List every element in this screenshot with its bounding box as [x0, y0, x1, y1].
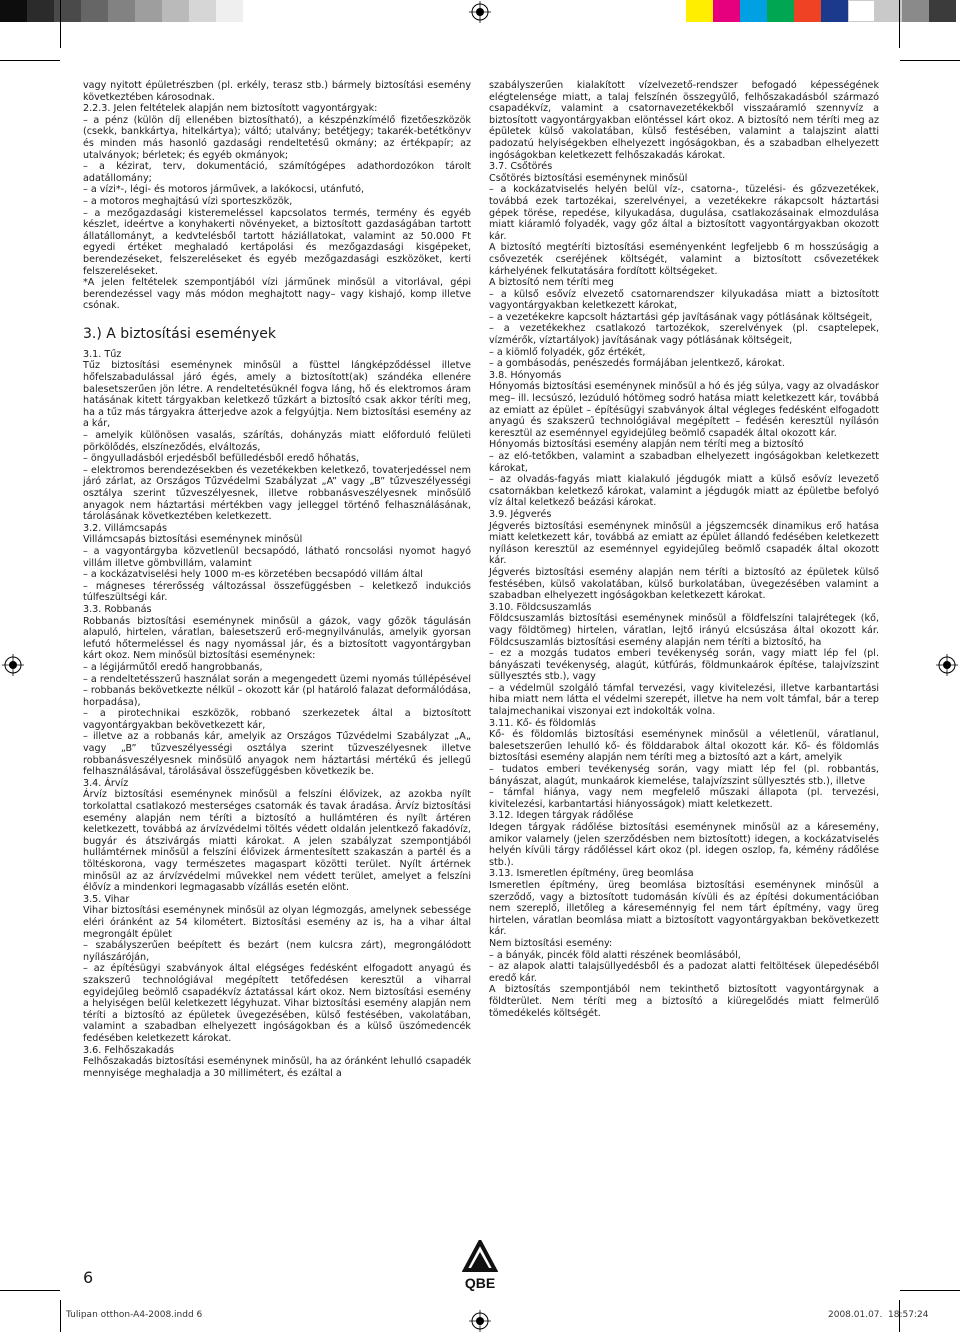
list-item: – az eló-tetőkben, valamint a szabadban elhelyezett ingóságokban keletkezett károkat,	[489, 451, 879, 474]
qbe-logo-icon	[462, 1240, 498, 1294]
paragraph: vagy nyitott épületrészben (pl. erkély, terasz stb.) bármely biztosítási esemény következtében károsodnak.	[83, 80, 471, 103]
registration-mark-icon	[2, 654, 24, 676]
crop-mark	[900, 1290, 960, 1291]
color-swatch	[902, 0, 929, 22]
paragraph: Jégverés biztosítási esemény alapján nem téríti a biztosító az épületek külső festésében, külső vakolatában, külső burkolatában, üvegezésében valamint a szabadban elhelyezett ingóságokban keletkezett károkat.	[489, 566, 879, 602]
color-swatch	[767, 0, 794, 22]
crop-mark	[60, 0, 61, 48]
color-swatch	[875, 0, 902, 22]
color-swatch	[108, 0, 135, 22]
paragraph: Kő- és földomlás biztosítási eseménynek minősül a véletlenül, váratlanul, balesetszerűen lehulló kő- és földdarabok által okozott kár. Kő- és földomlás biztosítási esemény alapján nem téríti meg a biztosító azt a kárt, amelyik	[489, 729, 879, 764]
list-item: – a gombásodás, penészedés formájában jelentkező, károkat.	[489, 358, 785, 370]
left-text-column	[83, 80, 471, 1079]
paragraph: A biztosítás szempontjából nem tekinthető biztosított vagyontárgynak a földterület. Nem téríti meg a biztosító a kiüregelődés miatt felmerülő tömedékelés költségét.	[489, 984, 879, 1019]
paragraph: Idegen tárgyak rádőlése biztosítási eseménynek minősül az a káresemény, amikor valamely (jelen szerződésben nem biztosított) idegen, a kockázatviselés helyén kívüli tárgy rádőléssel kárt okoz (pl. idegen oszlop, fa, kémény rádőlése stb.).	[489, 822, 879, 868]
list-item: – a bányák, pincék föld alatti részének beomlásából,	[489, 949, 741, 961]
color-swatch	[686, 0, 713, 22]
paragraph: Felhőszakadás biztosítási eseménynek minősül, ha az óránként lehulló csapadék mennyisége meghaladja a 30 millimétert, és ezáltal a	[83, 1056, 471, 1079]
color-swatch	[821, 0, 848, 22]
crop-mark	[0, 1290, 60, 1291]
paragraph: Nem biztosítási esemény:	[489, 937, 613, 949]
paragraph: Csőtörés biztosítási eseménynek minősül	[489, 172, 688, 184]
paragraph: Ismeretlen építmény, üreg beomlása biztosítási eseménynek minősül a szerződő, vagy a biztosított tudomásán kívüli és az építési dokumentációban nem szereplő, illetőleg a káreseménnyig fel nem tárt építmény, vagy üreg hirtelen, váratlan beomlása miatt a biztosított vagyontárgyakban bekövetkezett kár.	[489, 879, 879, 938]
paragraph: szabályszerűen kialakított vízelvezető-rendszer befogadó képességének elégtelensége miatt, a talaj felszínén összegyűlő, felhőszakadásból származó csapadékvíz, valamint a csatornavezetékekből visszaáramló szennyvíz a biztosított vagyontárgyakban elöntéssel kárt okoz. A biztosító nem téríti meg az épületek külső vakolatában, külső festésében, valamint a talajszint alatti padozatú helyiségekben elhelyezett ingóságokban, és a szabadban elhelyezett ingóságokban keletkezett felhőszakadás károkat.	[489, 80, 879, 161]
grayscale-color-bar	[0, 0, 243, 22]
subheading: 3.9. Jégverés	[489, 508, 552, 520]
subheading: 3.11. Kő- és földomlás	[489, 717, 596, 729]
color-swatch	[848, 0, 875, 22]
list-item: – a védelmül szolgáló támfal tervezési, vagy kivitelezési, illetve karbantartási hiba miatt nem látta el védelmi szerepét, illetve ha nem volt támfal, bár a terep talajmechanikai viszonyai ezt indokolták volna.	[489, 682, 879, 718]
paragraph: Jégverés biztosítási eseménynek minősül a jégszemcsék dinamikus erő hatása miatt keletkezett kár, továbbá az emiatt az épület állandó fedésében keletkezett nyíláson keresztül az eseménnyel egyidejűleg beömlő csapadék által okozott kár.	[489, 520, 879, 567]
registration-mark-icon	[469, 1, 491, 23]
registration-mark-icon	[469, 1310, 491, 1332]
cmyk-color-bar	[686, 0, 956, 22]
color-swatch	[135, 0, 162, 22]
page-number: 6	[83, 1268, 94, 1287]
subheading: 3.13. Ismeretlen építmény, üreg beomlása	[489, 868, 694, 880]
list-item: – a vezetékekhez csatlakozó tartozékok, szerelvények (pl. csaptelepek, vízmérők, víztartályok) javításának vagy pótlásának költségeit,	[489, 323, 879, 347]
footer-date: 2008.01.07.	[828, 1310, 883, 1320]
crop-mark	[0, 60, 60, 61]
subheading: 3.4. Árvíz	[83, 777, 129, 789]
list-item: – a vezetékekre kapcsolt háztartási gép javításának vagy pótlásának költségeit,	[489, 311, 873, 323]
footer-file-info: Tulipan otthon-A4-2008.indd 6	[66, 1310, 203, 1320]
list-item: – amelyik különösen vasalás, szárítás, dohányzás miatt előforduló felületi pörkölődés, elszíneződés, elváltozás,	[83, 430, 471, 453]
paragraph: A biztosító megtéríti biztosítási eseményenként legfeljebb 6 m hosszúságig a csővezeték cseréjének költségét, valamint a biztosított csővezetékek kárhelyének felkutatására fordított költségeket.	[489, 242, 879, 277]
paragraph: Árvíz biztosítási eseménynek minősül a felszíni élővizek, az azokba nyílt torkolattal csatlakozó mesterséges csatornák és tavak áradása. Árvíz biztosítási esemény alapján nem téríti a biztosító a hullámtéren és nyílt ártéren keletkezett, továbbá az árvízvédelmi töltés védett oldalán jelentkező fakadóvíz, bugyár és átszivárgás miatti károkat. A jelen szabályzat szempontjából hullámtérnek minősül a felszíni élővizek ármentesített szakaszán a partél és a töltéskorona, vagy természetes magaspart közötti terület. Nyílt ártérnek minősül az az árvízvédelmi művekkel nem védett terület, amelyet a felszíni élővíz a mindenkori legmagasabb vízállás esetén elönt.	[83, 789, 471, 894]
subheading: 3.6. Felhőszakadás	[83, 1044, 175, 1056]
color-swatch	[216, 0, 243, 22]
subheading: 3.3. Robbanás	[83, 603, 152, 615]
list-item: – öngyulladásból erjedésből befülledésből eredő hőhatás,	[83, 453, 360, 465]
list-item: – a pénz (külön díj ellenében biztosítható), a készpénzkímélő fizetőeszközök (csekk, bankkártya, hitelkártya); váltó; utalvány; betétjegy; takarék-betétkönyv és minden más hasonló gazdasági rendeltetésű okmány; az értékpapír; az utalványok; bérletek; és egyéb okmányok;	[83, 114, 471, 161]
crop-mark	[60, 1300, 61, 1332]
list-item: – az alapok alatti talajsüllyedésből és a padozat alatti feltöltések ülepedéséből eredő kár.	[489, 961, 879, 984]
subheading: 3.7. Csőtörés	[489, 161, 553, 173]
list-item: – a pirotechnikai eszközök, robbanó szerkezetek által a biztosított vagyontárgyakban bekövetkezett kár,	[83, 708, 471, 731]
list-item: – szabályszerűen beépített és bezárt (nem kulcsra zárt), megrongálódott nyílászáróján,	[83, 940, 471, 963]
color-swatch	[0, 0, 27, 22]
subheading: 3.2. Villámcsapás	[83, 522, 168, 534]
registration-mark-icon	[936, 654, 958, 676]
logo-text: QBE	[464, 1275, 496, 1291]
subheading: 3.10. Földcsuszamlás	[489, 601, 592, 613]
list-item: – ez a mozgás tudatos emberi tevékenység során, vagy miatt lép fel (pl. bányászati tevékenység, alagút, kútfúrás, földmunkaárok építése, talajvízszint süllyesztés stb.), vagy	[489, 648, 879, 683]
section-title: 3.) A biztosítási események	[83, 325, 277, 342]
list-item: – a vízi*-, légi- és motoros járművek, a lakókocsi, utánfutó,	[83, 184, 365, 196]
list-item: – az építésügyi szabványok által elégséges fedésként elfogadott anyagú és szakszerű technológiával megépített tetőfedésen keresztül a viharral egyidejűleg beömlő csapadékvíz áztatással kárt okoz. Nem biztosítási esemény a helyiségen belül keletkezett légyhuzat. Vihar biztosítási esemény alapján nem téríti a biztosító az épületek üvegezésében, külső festésében, vakolatában, valamint a szabadban elhelyezett ingóságokban és a külső üszómedencék fedésében keletkezett károkat.	[83, 963, 471, 1044]
subheading: 3.5. Vihar	[83, 893, 130, 905]
paragraph: Vihar biztosítási eseménynek minősül az olyan légmozgás, amelynek sebessége eléri óránként az 54 kilométert. Biztosítási esemény az is, ha a vihar által megrongált épület	[83, 905, 471, 940]
footnote: *A jelen feltételek szempontjából vízi járműnek minősül a vitorlával, gépi berendezéssel vagy más módon meghajtott nagy– vagy kishajó, komp illetve csónak.	[83, 277, 471, 312]
color-swatch	[713, 0, 740, 22]
color-swatch	[81, 0, 108, 22]
paragraph: 2.2.3. Jelen feltételek alapján nem biztosított vagyontárgyak:	[83, 103, 378, 115]
paragraph: Villámcsapás biztosítási eseménynek minősül	[83, 534, 303, 546]
footer-time: 18:57:24	[888, 1310, 929, 1320]
subheading: 3.1. Tűz	[83, 348, 122, 360]
paragraph: Hónyomás biztosítási esemény alapján nem téríti meg a biztosító	[489, 439, 804, 451]
list-item: – a külső esővíz elvezető csatornarendszer kilyukadása miatt a biztosított vagyontárgyakban keletkezett károkat,	[489, 288, 879, 312]
color-swatch	[162, 0, 189, 22]
crop-mark	[900, 60, 960, 61]
list-item: – a kiömlő folyadék, gőz értékét,	[489, 346, 646, 358]
list-item: – tudatos emberi tevékenység során, vagy miatt lép fel (pl. robbantás, bányászat, alagút, munkaárok kiemelése, talajvízszint süllyesztés stb.), illetve	[489, 764, 879, 787]
list-item: – az olvadás-fagyás miatt kialakuló jégdugók miatt a külső esővíz levezető csatornákban keletkező károkat, valamint a jégdugók miatt az épületbe befolyó víz által keletkező beázási károkat.	[489, 474, 879, 509]
qbe-logo	[462, 1240, 498, 1294]
list-item: – a mezőgazdasági kisteremeléssel kapcsolatos termés, termény és egyéb készlet, ideértve a konyhakerti növényeket, a biztosított gazdaságában tartott állatállományt, a kedvtelésből tartott háziállatokat, valamint az 50.000 Ft egyedi értéket meghaladó kertápolási és mezőgazdasági kisgépeket, berendezéseket, felszereléseket és egyéb mezőgazdasági eszközöket, kerti felszereléseket.	[83, 207, 471, 277]
color-swatch	[189, 0, 216, 22]
list-item: – a kockázatviselés helyén belül víz-, csatorna-, tüzelési- és gőzvezetékek, továbbá ezek tartozékai, szerelvényei, a vezetékekre rákapcsolt háztartási gépek törése, repedése, kilyukadása, dugulása, csatlakozásainak elmozdulása miatt kiáramló folyadék, vagy gőz által a biztosított vagyontárgyakban okozott kár.	[489, 184, 879, 242]
list-item: – a légijárműtől eredő hangrobbanás,	[83, 661, 263, 673]
subheading: 3.12. Idegen tárgyak rádőlése	[489, 810, 634, 822]
list-item: – a motoros meghajtású vízi sporteszközök,	[83, 195, 293, 207]
list-item: – a kockázatviselési hely 1000 m-es körzetében becsapódó villám által	[83, 569, 423, 581]
color-swatch	[929, 0, 956, 22]
paragraph: Földcsuszamlás biztosítási eseménynek minősül a földfelszíni talajrétegek (kő, vagy földtömeg) hirtelen, váratlan, lejtő irányú elcsúszása által okozott kár. Földcsuszamlás biztosítási esemény alapján nem téríti a biztosító, ha	[489, 613, 879, 648]
subheading: 3.8. Hónyomás	[489, 369, 562, 381]
color-swatch	[740, 0, 767, 22]
color-swatch	[27, 0, 54, 22]
list-item: – a rendeltetésszerű használat során a megengedett üzemi nyomás túllépésével – robbanás bekövetkezte nélkül – okozott kár (pl határoló falazat deformálódása, horpadása),	[83, 673, 471, 708]
paragraph: Robbanás biztosítási eseménynek minősül a gázok, vagy gőzök tágulásán alapuló, hirtelen, váratlan, balesetszerű erő-megnyilvánulás, amelyik gyorsan lefutó hőtermeléssel és nagy nyomással jár, és a biztosított vagyontárgyban kárt okoz. Nem minősül biztosítási eseménynek:	[83, 615, 471, 662]
paragraph: Tűz biztosítási eseménynek minősül a füsttel lángképződéssel illetve hőfelszabadulással járó égés, amely a biztosított(ak) szándéka ellenére balesetszerűen jön létre. A rendeltetésüknél fogva láng, hő és elektromos áram hatásának kitett tárgyakban keletkező tűzkárt a biztosító csak akkor téríti meg, ha a tűz más tárgyakra átterjedve azok a felgyújtja. Nem biztosítási esemény az a kár,	[83, 360, 471, 430]
list-item: – a vagyontárgyba közvetlenül becsapódó, látható roncsolási nyomot hagyó villám illetve gömbvillám, valamint	[83, 545, 471, 569]
list-item: – mágneses térerősség változással összefüggésben – keletkező indukciós túlfeszültségi kár.	[83, 580, 471, 604]
list-item: – illetve az a robbanás kár, amelyik az Országos Tűzvédelmi Szabályzat „A„ vagy „B” tűzveszélyességi osztálya szerint tűzveszélyesnek illetve robbanásveszélyesnek minősülő anyagok nem háztartási mértékű és jellegű felhasználásával, tárolásával összefüggésben következik be.	[83, 731, 471, 778]
list-item: – támfal hiánya, vagy nem megfelelő műszaki állapota (pl. tervezési, kivitelezési, karbantartási hiányosságok) miatt keletkezett.	[489, 787, 879, 810]
paragraph: A biztosító nem téríti meg	[489, 277, 614, 289]
list-item: – a kézirat, terv, dokumentáció, számítógépes adathordozókon tárolt adatállomány;	[83, 161, 471, 184]
color-swatch	[54, 0, 81, 22]
crop-mark	[899, 0, 900, 48]
right-text-column	[489, 80, 879, 1019]
paragraph: Hónyomás biztosítási eseménynek minősül a hó és jég súlya, vagy az olvadáskor meg– ill. lecsúszó, lezúduló hótömeg sodró hatása miatt keletkezett kár, továbbá az emiatt az épület – építésügyi szabványok által végleges fedésként elfogadott anyagú és szakszerű technológiával megépített – fedésén keresztül nyílásón keresztül az eseménnyel egyidejűleg beömlő csapadék által okozott kár.	[489, 381, 879, 439]
list-item: – elektromos berendezésekben és vezetékekben keletkező, tovaterjedéssel nem járó zárlat, az Országos Tűzvédelmi Szabályzat „A” vagy „B” tűzveszélyességi osztálya szerint tűzveszélyesnek, illetve robbanásveszélyesnek minősülő anyagok nem háztartási mértékben vagy jelleggel történő felhasználásának, tárolásának következtében keletkezett.	[83, 464, 471, 523]
color-swatch	[794, 0, 821, 22]
